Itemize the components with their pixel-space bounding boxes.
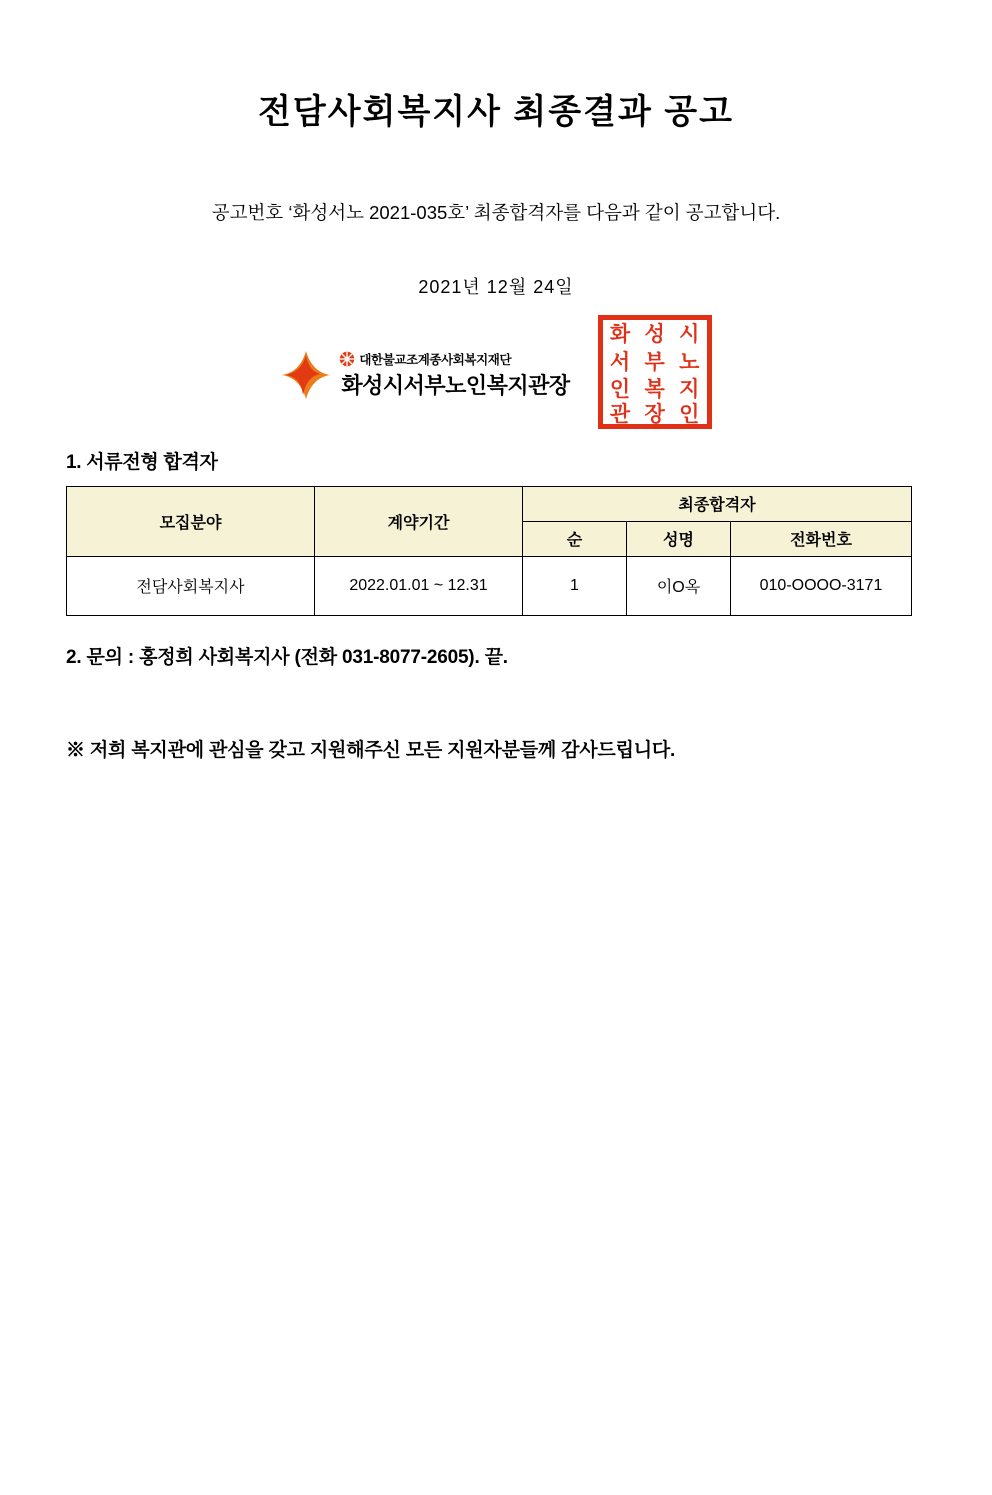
cell-field: 전담사회복지사 <box>67 556 315 615</box>
seal-character: 인 <box>679 400 700 426</box>
page-title: 전담사회복지사 최종결과 공고 <box>258 93 734 131</box>
seal-character: 지 <box>679 376 700 402</box>
table-header-final-group: 최종합격자 <box>523 486 912 521</box>
table-header-row <box>67 486 912 521</box>
seal-character: 장 <box>644 400 665 426</box>
seal-character: 화 <box>609 321 631 347</box>
seal-character: 부 <box>644 348 665 374</box>
final-result-table <box>66 486 912 616</box>
center-name: 화성시서부노인복지관장 <box>341 372 570 398</box>
notice-number-line: 공고번호 ‘화성서노 2021-035호’ 최종합격자를 다음과 같이 공고합니다. <box>211 201 781 223</box>
seal-character: 인 <box>609 376 631 402</box>
orange-four-point-star-logo-icon <box>280 349 332 401</box>
seal-character: 노 <box>679 348 700 374</box>
cell-contract-period: 2022.01.01 ~ 12.31 <box>315 556 523 615</box>
thank-you-note: ※ 저희 복지관에 관심을 갖고 지원해주신 모든 지원자분들께 감사드립니다. <box>66 739 676 761</box>
seal-character: 서 <box>609 348 631 374</box>
seal-character: 관 <box>609 400 631 426</box>
organization-identity <box>280 349 569 401</box>
table-header-phone: 전화번호 <box>731 521 912 556</box>
seal-character: 복 <box>644 376 665 402</box>
seal-character: 성 <box>644 321 665 347</box>
table-header-rank: 순 <box>523 521 627 556</box>
cell-rank: 1 <box>523 556 627 615</box>
organization-text-column <box>339 350 569 400</box>
table-header-contract-period: 계약기간 <box>315 486 523 556</box>
organization-header-row <box>280 349 569 401</box>
document-page <box>0 92 992 1495</box>
dharma-wheel-icon <box>339 351 355 367</box>
contact-info-line: 2. 문의 : 홍정희 사회복지사 (전화 031-8077-2605). 끝. <box>66 646 508 668</box>
section-heading-document-screening: 1. 서류전형 합격자 <box>66 451 218 473</box>
foundation-name: 대한불교조계종사회복지재단 <box>359 352 512 367</box>
red-official-seal-icon <box>598 315 712 429</box>
cell-name: 이O옥 <box>627 556 731 615</box>
signature-block <box>66 321 926 426</box>
table-row <box>67 556 912 615</box>
table-header-name: 성명 <box>627 521 731 556</box>
seal-character: 시 <box>679 321 700 347</box>
table-header-field: 모집분야 <box>67 486 315 556</box>
cell-phone: 010-OOOO-3171 <box>731 556 912 615</box>
notice-date: 2021년 12월 24일 <box>418 276 574 297</box>
